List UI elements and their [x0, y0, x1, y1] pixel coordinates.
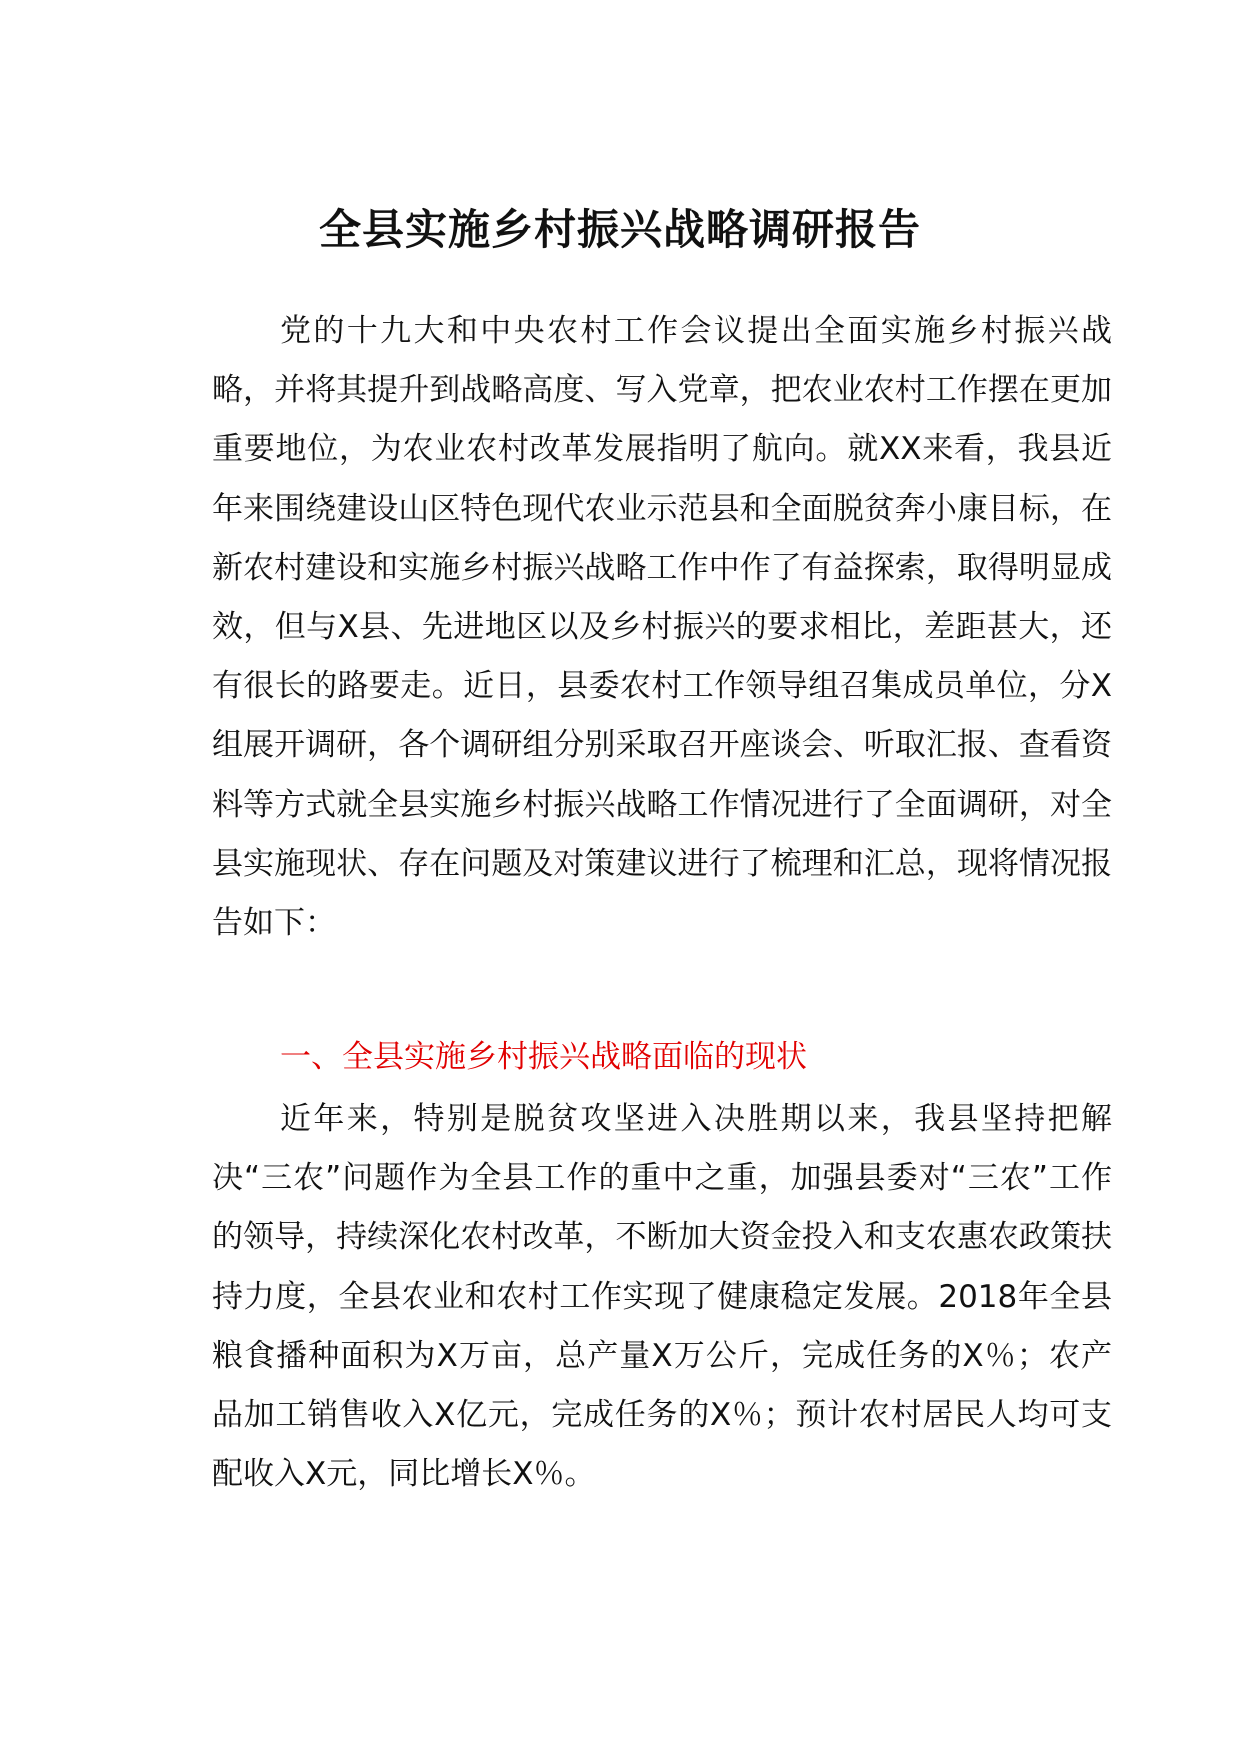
intro-paragraph: 党的十九大和中央农村工作会议提出全面实施乡村振兴战略，并将其提升到战略高度、写入党章，把农业农村工作摆在更加重要地位，为农业农村改革发展指明了航向。就XX来看，我县近年来围绕建设山区特色现代农业示范县和全面脱贫奔小康目标，在新农村建设和实施乡村振兴战略工作中作了有益探索，取得明显成效，但与X县、先进地区以及乡村振兴的要求相比，差距甚大，还有很长的路要走。近日，县委农村工作领导组召集成员单位，分X组展开调研，各个调研组分别采取召开座谈会、听取汇报、查看资料等方式就全县实施乡村振兴战略工作情况进行了全面调研，对全县实施现状、存在问题及对策建议进行了梳理和汇总，现将情况报告如下： — [212, 313, 1112, 942]
document-title: 全县实施乡村振兴战略调研报告 — [318, 205, 921, 254]
section-heading: 一、全县实施乡村振兴战略面临的现状 — [280, 1039, 807, 1075]
status-paragraph: 近年来，特别是脱贫攻坚进入决胜期以来，我县坚持把解决“三农”问题作为全县工作的重中之重，加强县委对“三农”工作的领导，持续深化农村改革，不断加大资金投入和支农惠农政策扶持力度，全县农业和农村工作实现了健康稳定发展。2018年全县粮食播种面积为X万亩，总产量X万公斤，完成任务的X％；农产品加工销售收入X亿元，完成任务的X％；预计农村居民人均可支配收入X元，同比增长X％。 — [212, 1101, 1112, 1493]
